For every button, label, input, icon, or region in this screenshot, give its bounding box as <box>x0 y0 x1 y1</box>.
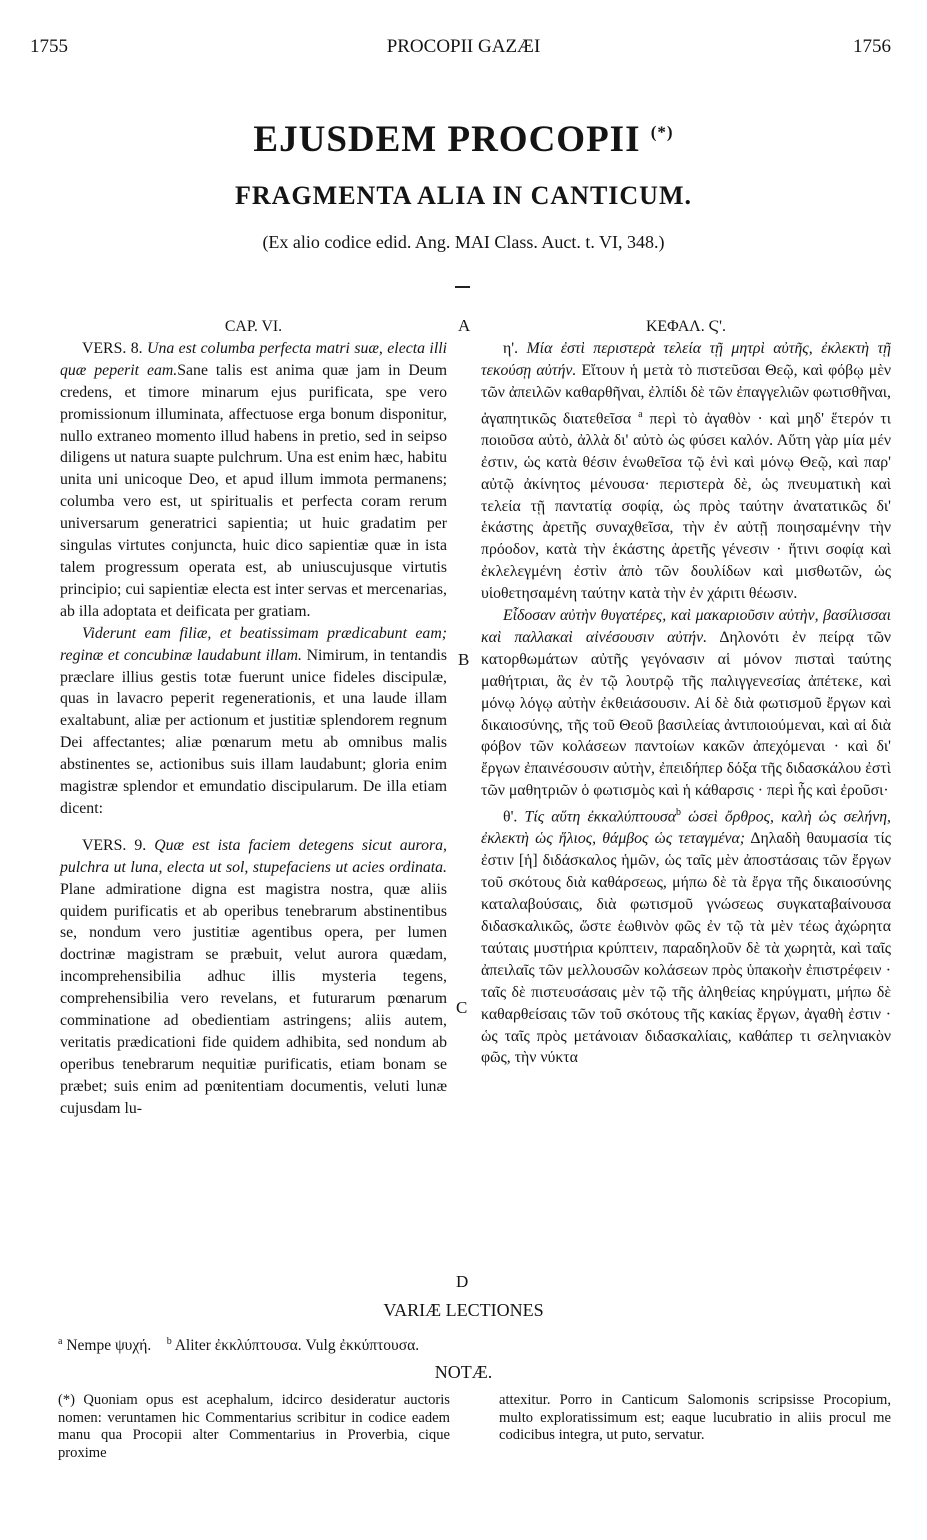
variant-b: Aliter ἐκκλύπτουσα. Vulg ἐκκύπτουσα. <box>174 1337 420 1355</box>
title-footnote-mark: (*) <box>650 122 674 142</box>
margin-letter-c: C <box>456 998 468 1017</box>
verse-commentary: Nimirum, in tentandis præclare illius gestis totæ fuerunt unice fideles discipulæ, quas in lavacro peperit regenerationis, et una laude illam exaltabunt, aliæ per actionum et justitiæ splendorem regnum Dei affectantes; aliæ pœnarum metu ab omnibus malis abstinentes se, actionibus suis illam laudabunt; gloria enim magistræ splendor et emundatio discipularum. De illa etiam dicent: <box>60 646 448 817</box>
verse-commentary: Sane talis est anima quæ jam in Deum credens, et timore minarum ejus purificata, spe vero promissionum illuminata, affectuose erga bonum disponitur, nullo extraneo momento illud habens in pretio, sed in seipso diligens ut natura suapte pulchrum. Una est enim hæc, habitu unita uni unicoque Deo, et apud illum immota permanens; columba vero est, ut spiritualis et perfecta coram rerum universarum generatrici sapientia; ut huic gradatim per singulas virtutes conjuncta, huic dico sapientiæ quæ in ista talem progressum operata est, ab uniuscujusque virtutis principio; cui sapientiæ electa est inter servas et mercenarias, ab illa adoptata et deificata per gratiam. <box>60 361 447 620</box>
running-head: PROCOPII GAZÆI <box>386 36 541 57</box>
verse-lemma: Viderunt eam filiæ, et beatissimam prædicabunt eam; reginæ et concubinæ laudabunt illam. <box>60 624 447 664</box>
variant-a: Nempe ψυχή. <box>66 1337 152 1355</box>
greek-verse-9 <box>481 802 891 1069</box>
verse-lemma: Τίς αὕτη ἐκκαλύπτουσα <box>524 808 677 826</box>
verse-commentary-cont: περὶ τὸ ἀγαθὸν · καὶ μηδ' ἕτερόν τι ποιοῦσα αὐτὸ, ἀλλὰ δι' αὐτὸ ὡς φύσει καλόν. Αὕτη γὰρ μία μέν ἐστιν, ὡς κατὰ θέσιν ἑνωθεῖσα τῷ ἑνὶ καὶ μόνῳ Θεῷ, καὶ παρ' αὐτῷ ἀκίνητος μένουσα· περιστερὰ δὲ, ὡς πνευματικὴ καὶ τελεία τῇ παντατίᾳ σοφίᾳ, ὡς πρὸς ταύτην ἀνατατικῶς δι' ἑκάστης ἀρετῆς συναχθεῖσα, τὴν ἐν αὐτῇ ποιησαμένην τὴν πρόοδον, κατὰ τὴν ἑκάστης ἀρετῆς γένεσιν · ἥτινι σοφίᾳ καὶ ἐκλελεγμένη ἐστὶν ἀπὸ τῶν δουλίδων καὶ μισθωτῶν, ὡς υἱοθετησαμένη ταύτην κατὰ τὴν ἐν χάριτι θέωσιν. <box>481 409 892 603</box>
verse-label: η'. <box>503 339 519 357</box>
variant-mark-b: b <box>166 1336 172 1347</box>
greek-paragraph-2 <box>481 605 891 802</box>
greek-column <box>481 316 891 1069</box>
verse-lemma-cont: ὡσεὶ ὄρθρος, καλὴ ὡς σελήνη, ἐκλεκτὴ ὡς ἥλιος, θάμβος ὡς τεταγμένα; <box>481 808 892 848</box>
latin-verse-8 <box>60 338 447 623</box>
note-right-column: attexitur. Porro in Canticum Salomonis scripsisse Procopium, multo exploratissimum est; eaque lucubratio in aliis procul me codicibus integra, ut puto, servatur. <box>499 1392 891 1443</box>
title-rule <box>455 286 470 288</box>
latin-chapter-heading: CAP. VI. <box>224 318 283 335</box>
page-number-left: 1755 <box>30 36 68 57</box>
verse-lemma: Εἶδοσαν αὐτὴν θυγατέρες, καὶ μακαριοῦσιν αὐτὴν, βασίλισσαι καὶ παλλακαὶ αἰνέσουσιν αὐτήν. <box>481 607 891 646</box>
margin-letter-a: A <box>458 316 471 335</box>
variant-mark-a: a <box>58 1336 63 1347</box>
source-note: (Ex alio codice edid. Ang. MAI Class. Auct. t. VI, 348.) <box>262 232 665 252</box>
main-title-text: EJUSDEM PROCOPII <box>253 119 641 160</box>
verse-label: θ'. <box>503 808 518 826</box>
verse-lemma: Una est columba perfecta matri suæ, electa illi quæ peperit eam. <box>60 339 447 379</box>
latin-verse-9 <box>60 835 447 1120</box>
margin-letter-b: B <box>458 650 470 669</box>
verse-label: VERS. 9. <box>82 836 147 854</box>
greek-verse-8 <box>481 338 891 605</box>
greek-chapter-heading: ΚΕΦΑΛ. Ϛ'. <box>646 318 726 335</box>
variae-lectiones <box>58 1336 419 1355</box>
note-left-column: (*) Quoniam opus est acephalum, idcirco desideratur auctoris nomen: veruntamen hic Commentarius scribitur in codice eadem manu qua Procopii alter Commentarius in Proverbia, cique proxime <box>58 1392 450 1461</box>
latin-paragraph-2 <box>60 623 447 820</box>
main-title <box>0 118 927 161</box>
verse-lemma: Quæ est ista faciem detegens sicut aurora, pulchra ut luna, electa ut sol, stupefaciens ut acies ordinata. <box>60 836 447 876</box>
verse-commentary: Εἴτουν ἡ μετὰ τὸ πιστεῦσαι Θεῷ, καὶ φόβῳ μὲν τῶν ἀπειλῶν καθαρθῆναι, ἐλπίδι δὲ τῶν ἐπαγγελιῶν φωτισθῆναι, ἀγαπητικῶς διατεθεῖσα <box>481 361 891 427</box>
footnote-mark-b: b <box>676 807 682 819</box>
margin-letter-d: D <box>456 1272 469 1291</box>
variae-lectiones-heading: VARIÆ LECTIONES <box>383 1300 544 1320</box>
latin-column <box>60 316 447 1120</box>
verse-commentary: Δηλονότι ἐν πείρᾳ τῶν κατορθωμάτων αὐτῆς γεγόνασιν αἱ μόνον πισταὶ ταύτης μαθήτριαι, ἃς ἐν τῷ λουτρῷ τῆς παλιγγενεσίας ἀπέτεκε, καὶ μόνῳ λόγῳ αὐτὴν ἐκθειάσουσιν. Αἱ δὲ διὰ φωτισμοῦ ἔργων καὶ δικαιοσύνης, τῆς τοῦ Θεοῦ βασιλείας ἀντιποιούμεναι, καὶ αἱ διὰ φόβον τῶν κολάσεων παντοίων κακῶν ἀπεχόμεναι · καὶ δι' ἔργων ἐπαινέσουσιν αὐτὴν, ἐπειδήπερ δόξα τῆς διδασκάλου ἐστὶ τῶν μαθητριῶν ὁ φωτισμὸς καὶ ἡ κάθαρσις · περὶ ἧς καὶ ἐροῦσι· <box>481 628 891 800</box>
notae-heading: NOTÆ. <box>434 1362 493 1382</box>
verse-commentary: Plane admiratione digna est magistra nostra, quæ aliis quidem purificatis et ab operibus tenebrarum abstinentibus se, nondum vero justitiæ agentibus opera, per lumen doctrinæ magistram se præbuit, velut aurora quædam, incomprehensibilia adhuc illis mysteria tegens, comprehensibilia vero revelans, et futurarum pœnarum comminatione ad obedientiam astringens; aliis autem, veritatis prædicationi fide quidem adhibita, sed nondum ab operibus tenebrarum nequitiæ purificatis, etiam bonam se præbet; suis enim ad pœnitentiam documentis, veluti lunæ cujusdam lu- <box>60 880 447 1117</box>
subtitle: FRAGMENTA ALIA IN CANTICUM. <box>235 181 692 210</box>
verse-lemma: Μία ἐστὶ περιστερὰ τελεία τῇ μητρὶ αὐτῆς, ἐκλεκτὴ τῇ τεκούσῃ αὐτήν. <box>481 339 891 379</box>
verse-commentary: Δηλαδὴ θαυμασία τίς ἐστιν [ἡ] διδάσκαλος ἡμῶν, ὡς ταῖς μὲν ἀποστάσαις τῶν ἔργων τοῦ σκότους διὰ καθάρσεως, μήπω δὲ τὰ ἔργα τῆς δικαιοσύνης καταλαβούσαις, διὰ φωτισμοῦ γνώσεως συγκαταβαίνουσα διδασκαλικῶς, ὥστε ἑωθινὸν φῶς ἐν τῷ τὰ μὲν τέως ἀχώρητα ταύταις μυστήρια κρύπτειν, παραδηλοῦν δὲ τὰ χωρητὰ, καὶ ταῖς ἀπειλαῖς τῶν μελλουσῶν κολάσεων πρὸς ὑπακοὴν ἐπιστρέφειν · ταῖς δὲ πιστευσάσαις μὲν τῷ τῆς ἀληθείας κηρύγματι, μήπω δὲ καθαρθείσαις τῶν τοῦ σκότους τῆς κακίας ἔργων, ἀγαθὴ ἐστιν · ὡς ταῖς πρὸς μετάνοιαν διδασκαλίαις, καθάπερ τι σεληνιακὸν φῶς, τὴν νύκτα <box>481 830 892 1067</box>
verse-label: VERS. 8. <box>82 339 143 357</box>
page-number-right: 1756 <box>853 36 891 57</box>
footnote-mark-a: a <box>638 408 643 420</box>
